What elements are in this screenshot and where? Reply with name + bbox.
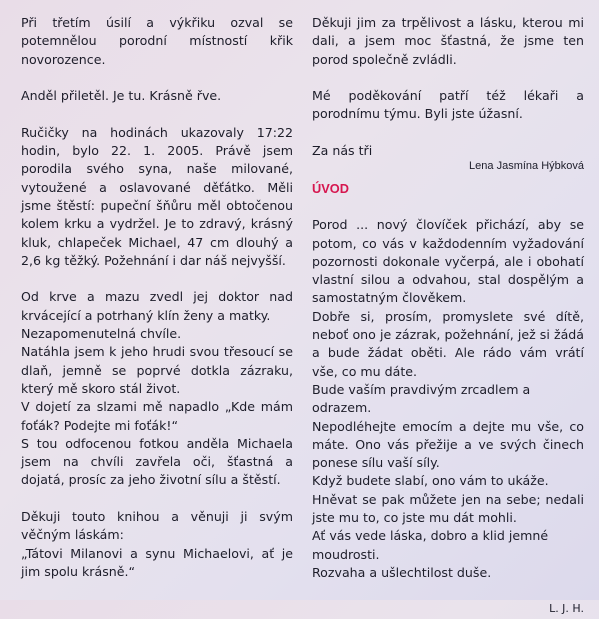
paragraph: Hněvat se pak můžete jen na sebe; nedali jste mu to, co jste mu dát mohli. bbox=[312, 491, 584, 526]
closing-line: Za nás tři bbox=[312, 143, 373, 159]
paragraph: Ať vás vede láska, dobro a klid jemné moudrosti. bbox=[312, 528, 549, 562]
initials: L. J. H. bbox=[549, 602, 584, 616]
paragraph: Když budete slabí, ono vám to ukáže. bbox=[312, 473, 549, 489]
paragraph: V dojetí za slzami mě napadlo „Kde mám foťák? Podejte mi foťák!“ bbox=[21, 399, 293, 433]
paragraph: Nezapomenutelná chvíle. bbox=[21, 326, 182, 342]
paragraph: Mé poděkování patří též lékaři a porodnímu týmu. Byli jste úžasní. bbox=[312, 88, 584, 122]
author-signature: Lena Jasmína Hýbková bbox=[469, 160, 584, 173]
paragraph: Rozvaha a ušlechtilost duše. bbox=[312, 564, 492, 580]
paragraph: Děkuji touto knihou a věnuji ji svým věčným láskám: bbox=[21, 509, 293, 543]
paragraph: Dobře si, prosím, promyslete své dítě, neboť ono je zázrak, požehnání, jež si žádá a bude žádat oběti. Ale rádo vám vrátí vše, co mu dáte. bbox=[312, 308, 584, 379]
paragraph: S tou odfocenou fotkou anděla Michaela jsem na chvíli zavřela oči, šťastná a dojatá, prosíc za jeho životní sílu a štěstí. bbox=[21, 435, 293, 488]
paragraph: Při třetím úsilí a výkřiku ozval se potemnělou porodní místností křik novorozence. bbox=[21, 15, 293, 67]
left-column bbox=[21, 14, 293, 581]
paragraph: Bude vaším pravdivým zrcadlem a odrazem. bbox=[312, 381, 531, 416]
dedication: „Tátovi Milanovi a synu Michaelovi, ať je jim spolu krásně.“ bbox=[21, 545, 293, 579]
paragraph: Natáhla jsem k jeho hrudi svou třesoucí se dlaň, jemně se poprvé dotkla zázraku, který mě skoro stál život. bbox=[21, 344, 293, 396]
paragraph: Děkuji jim za trpělivost a lásku, kterou mi dali, a jsem moc šťastná, že jsme ten porod společně zvládli. bbox=[312, 15, 584, 67]
paragraph: Nepodléhejte emocím a dejte mu vše, co máte. Ono vás přežije a ve svých činech ponese sílu vaší síly. bbox=[312, 418, 584, 471]
right-column bbox=[312, 14, 584, 619]
paragraph: Ručičky na hodinách ukazovaly 17:22 hodin, bylo 22. 1. 2005. Právě jsem porodila svého syna, naše milované, vytoužené a oslavované děťátko. Měli jsme štěstí: pupeční šňůru měl obtočenou kolem krku a vydržel. Je to zdravý, krásný kluk, chlapeček Michael, 47 cm dlouhý a 2,6 kg těžký. Požehnání i dar náš nejvyšší. bbox=[21, 124, 293, 268]
section-heading: ÚVOD bbox=[312, 180, 349, 196]
paragraph: Anděl přiletěl. Je tu. Krásně řve. bbox=[21, 88, 222, 104]
paragraph: Od krve a mazu zvedl jej doktor nad krvácející a potrhaný klín ženy a matky. bbox=[21, 289, 293, 323]
paragraph: Porod ... nový človíček přichází, aby se potom, co vás v každodenním vyžadování pozornosti dokonale vyčerpá, ale i obohatí vlastní silou a odvahou, stal dospělým a samostatným člověkem. bbox=[312, 217, 584, 306]
